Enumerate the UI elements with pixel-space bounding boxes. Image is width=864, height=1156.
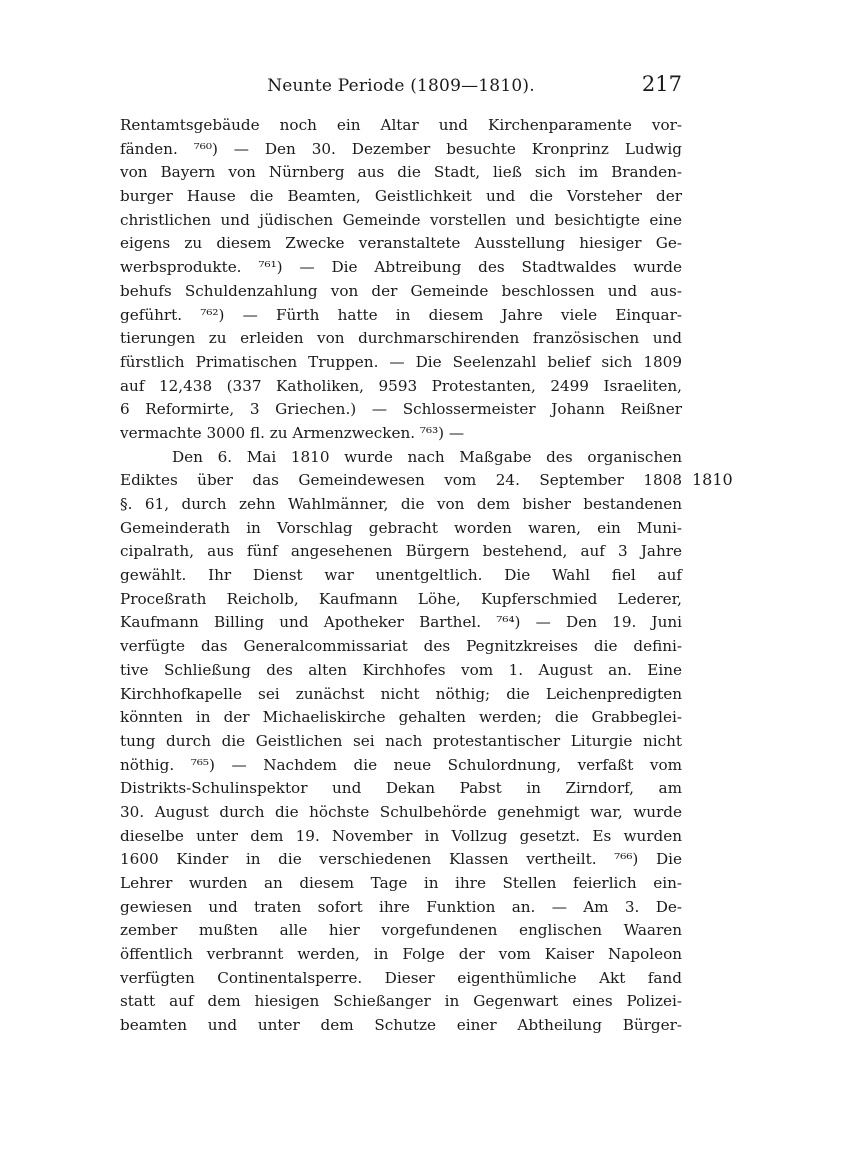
text-line: behufs Schuldenzahlung von der Gemeinde beschlossen und aus- xyxy=(120,281,682,300)
text-line: Distrikts-Schulinspektor und Dekan Pabst in Zirndorf, am xyxy=(120,779,682,798)
text-line: vermachte 3000 fl. zu Armenzwecken. ⁷⁶³) — xyxy=(120,423,465,442)
text-line: beamten und unter dem Schutze einer Abtheilung Bürger- xyxy=(120,1016,682,1035)
text-line: könnten in der Michaeliskirche gehalten werden; die Grabbeglei- xyxy=(120,708,682,727)
text-line: von Bayern von Nürnberg aus die Stadt, ließ sich im Branden- xyxy=(120,163,682,182)
body-text xyxy=(120,114,682,1038)
text-line: tierungen zu erleiden von durchmarschirenden französischen und xyxy=(120,329,682,348)
text-line: Rentamtsgebäude noch ein Altar und Kirchenparamente vor- xyxy=(120,116,682,134)
text-line: Proceßrath Reicholb, Kaufmann Löhe, Kupferschmied Lederer, xyxy=(120,589,682,608)
text-line: verfügte das Generalcommissariat des Pegnitzkreises die defini- xyxy=(120,637,682,656)
text-line: Lehrer wurden an diesem Tage in ihre Stellen feierlich ein- xyxy=(120,874,682,892)
text-line: verfügten Continentalsperre. Dieser eigenthümliche Akt fand xyxy=(120,968,682,987)
text-line: fürstlich Primatischen Truppen. — Die Seelenzahl belief sich 1809 xyxy=(120,352,682,371)
text-line: §. 61, durch zehn Wahlmänner, die von dem bisher bestandenen xyxy=(120,495,682,513)
text-line: 6 Reformirte, 3 Griechen.) — Schlossermeister Johann Reißner xyxy=(120,400,682,419)
text-line: werbsprodukte. ⁷⁶¹) — Die Abtreibung des Stadtwaldes wurde xyxy=(120,258,682,277)
text-line: eigens zu diesem Zwecke veranstaltete Ausstellung hiesiger Ge- xyxy=(120,234,682,253)
margin-year-note: 1810 xyxy=(692,470,733,489)
text-line: Kaufmann Billing und Apotheker Barthel. ⁷⁶⁴) — Den 19. Juni xyxy=(120,613,682,632)
text-line: Den 6. Mai 1810 wurde nach Maßgabe des organischen xyxy=(172,447,682,466)
text-line: Ediktes über das Gemeindewesen vom 24. September 1808 xyxy=(120,471,682,490)
text-line: geführt. ⁷⁶²) — Fürth hatte in diesem Jahre viele Einquar- xyxy=(120,305,682,324)
text-line: zember mußten alle hier vorgefundenen englischen Waaren xyxy=(120,921,682,940)
text-line: dieselbe unter dem 19. November in Vollzug gesetzt. Es wurden xyxy=(120,826,682,845)
text-line: statt auf dem hiesigen Schießanger in Gegenwart eines Polizei- xyxy=(120,992,682,1011)
text-line: gewählt. Ihr Dienst war unentgeltlich. Die Wahl fiel auf xyxy=(120,566,682,585)
running-header xyxy=(120,70,682,100)
text-line: cipalrath, aus fünf angesehenen Bürgern bestehend, auf 3 Jahre xyxy=(120,542,682,561)
running-title: Neunte Periode (1809—1810). xyxy=(267,76,535,96)
text-line: burger Hause die Beamten, Geistlichkeit und die Vorsteher der xyxy=(120,187,682,206)
text-line: öffentlich verbrannt werden, in Folge der vom Kaiser Napoleon xyxy=(120,945,682,964)
text-line: nöthig. ⁷⁶⁵) — Nachdem die neue Schulordnung, verfaßt vom xyxy=(120,755,682,774)
text-line: gewiesen und traten sofort ihre Funktion an. — Am 3. De- xyxy=(120,897,682,916)
text-line: 1600 Kinder in die verschiedenen Klassen vertheilt. ⁷⁶⁶) Die xyxy=(120,850,682,869)
text-line: Gemeinderath in Vorschlag gebracht worden waren, ein Muni- xyxy=(120,518,682,537)
text-line: tive Schließung des alten Kirchhofes vom 1. August an. Eine xyxy=(120,660,682,679)
text-line: christlichen und jüdischen Gemeinde vorstellen und besichtigte eine xyxy=(120,210,682,229)
page-number: 217 xyxy=(641,72,682,96)
text-line: tung durch die Geistlichen sei nach protestantischer Liturgie nicht xyxy=(120,731,682,750)
text-line: 30. August durch die höchste Schulbehörde genehmigt war, wurde xyxy=(120,802,682,821)
text-line: auf 12,438 (337 Katholiken, 9593 Protestanten, 2499 Israeliten, xyxy=(120,376,682,395)
text-line: fänden. ⁷⁶⁰) — Den 30. Dezember besuchte Kronprinz Ludwig xyxy=(120,139,682,158)
text-line: Kirchhofkapelle sei zunächst nicht nöthig; die Leichenpredigten xyxy=(120,684,682,703)
